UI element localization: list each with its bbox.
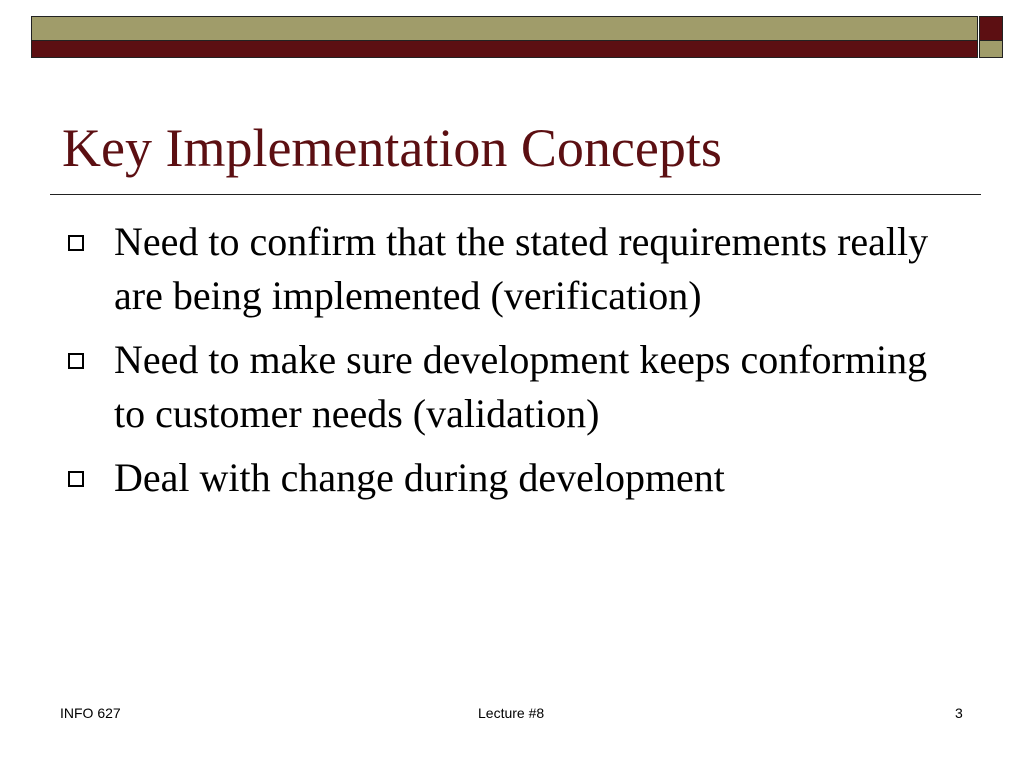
header-decoration-bar	[31, 16, 978, 58]
title-divider	[50, 194, 981, 195]
bullet-list	[62, 215, 962, 515]
bullet-text: Need to confirm that the stated requirements really are being implemented (verification)	[114, 219, 929, 318]
bullet-text: Deal with change during development	[114, 455, 725, 500]
bullet-text: Need to make sure development keeps conforming to customer needs (validation)	[114, 337, 928, 436]
hollow-square-bullet-icon	[68, 471, 84, 487]
footer-course-label: INFO 627	[60, 705, 121, 721]
header-olive-stripe	[31, 16, 978, 41]
hollow-square-bullet-icon	[68, 235, 84, 251]
bullet-item	[62, 333, 962, 441]
footer-slide-number: 3	[955, 705, 963, 721]
bullet-item	[62, 215, 962, 323]
header-corner-square-olive	[979, 41, 1003, 58]
slide-title: Key Implementation Concepts	[62, 118, 722, 178]
hollow-square-bullet-icon	[68, 353, 84, 369]
footer-lecture-label: Lecture #8	[478, 705, 545, 721]
header-corner-square-maroon	[979, 16, 1003, 41]
header-maroon-stripe	[31, 41, 978, 58]
bullet-item	[62, 451, 962, 505]
